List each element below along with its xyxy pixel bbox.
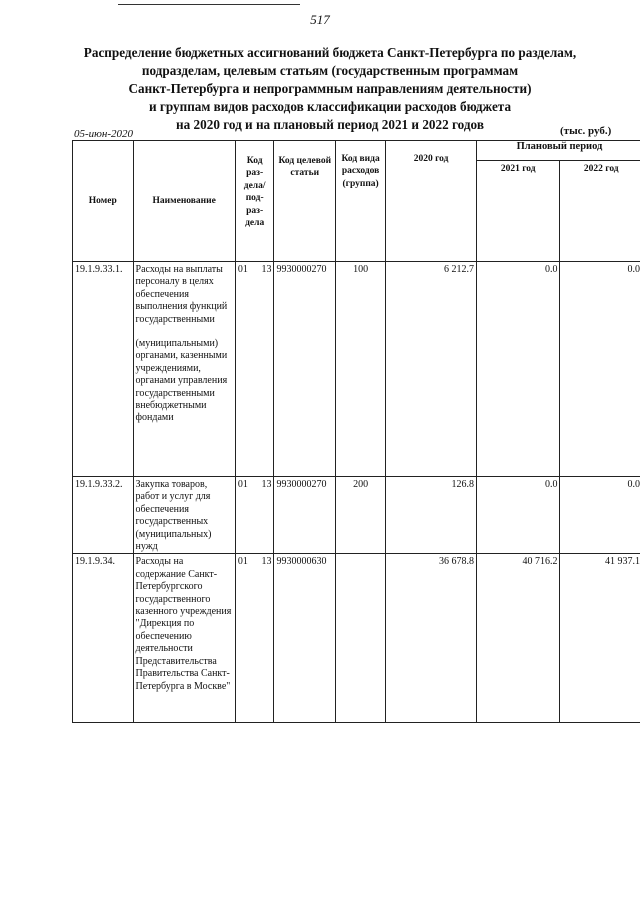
row-2022-value: 41 937.1 [560, 554, 640, 723]
title-line: и группам видов расходов классификации расходов бюджета [148, 99, 512, 114]
section-code: 01 [237, 479, 248, 490]
row-2022-value: 0.0 [560, 477, 640, 554]
subsection-code: 13 [261, 479, 272, 490]
section-code: 01 [237, 264, 248, 275]
row-name-part: (муниципальными) органами, казенными учреждениями, органами управления государственными внебюджетными фондами [135, 338, 228, 424]
header-2020: 2020 год [386, 141, 477, 262]
row-section-code [235, 262, 274, 477]
header-section-code: Код раз-дела/под-раз-дела [235, 141, 274, 262]
row-number: 19.1.9.34. [73, 554, 134, 723]
header-planned-period: Плановый период [476, 141, 640, 161]
row-2021-value: 0.0 [476, 477, 560, 554]
subsection-code: 13 [261, 264, 272, 275]
top-rule [118, 4, 300, 5]
row-number: 19.1.9.33.1. [73, 262, 134, 477]
row-number: 19.1.9.33.2. [73, 477, 134, 554]
row-section-code [235, 554, 274, 723]
row-2020-value: 126.8 [386, 477, 477, 554]
title-line: Распределение бюджетных ассигнований бюджета Санкт-Петербурга по разделам, [83, 45, 577, 60]
units-label: (тыс. руб.) [560, 125, 612, 137]
table-row [73, 477, 640, 554]
row-target-code: 9930000270 [274, 477, 336, 554]
document-title [60, 44, 600, 134]
row-name [133, 262, 235, 477]
budget-table [72, 140, 640, 723]
row-2020-value: 6 212.7 [386, 262, 477, 477]
row-name: Закупка товаров, работ и услуг для обеспечения государственных (муниципальных) нужд [133, 477, 235, 554]
row-name-part: Расходы на выплаты персоналу в целях обеспечения выполнения функций государственными [135, 264, 228, 325]
row-2020-value: 36 678.8 [386, 554, 477, 723]
header-2021: 2021 год [476, 161, 560, 262]
row-expense-code: 200 [336, 477, 386, 554]
row-name: Расходы на содержание Санкт-Петербургского государственного казенного учреждения "Дирекция по обеспечению деятельности Представительства Правительства Санкт-Петербурга в Москве" [133, 554, 235, 723]
header-target-code: Код целевой статьи [274, 141, 336, 262]
table-row [73, 262, 640, 477]
subsection-code: 13 [261, 556, 272, 568]
row-expense-code: 100 [336, 262, 386, 477]
header-number: Номер [73, 141, 134, 262]
row-2022-value: 0.0 [560, 262, 640, 477]
title-line: подразделам, целевым статьям (государственным программам [141, 63, 519, 78]
table-row [73, 554, 640, 723]
row-target-code: 9930000270 [274, 262, 336, 477]
row-section-code [235, 477, 274, 554]
document-date: 05-июн-2020 [74, 128, 134, 140]
page-number: 517 [310, 12, 330, 27]
row-target-code: 9930000630 [274, 554, 336, 723]
title-line: на 2020 год и на плановый период 2021 и 2022 годов [176, 117, 484, 132]
header-expense-code: Код вида расходов (группа) [336, 141, 386, 262]
header-2022: 2022 год [560, 161, 640, 262]
row-expense-code [336, 554, 386, 723]
header-name: Наименование [133, 141, 235, 262]
section-code: 01 [237, 556, 248, 568]
row-2021-value: 40 716.2 [476, 554, 560, 723]
row-2021-value: 0.0 [476, 262, 560, 477]
title-line: Санкт-Петербурга и непрограммным направлениям деятельности) [128, 81, 532, 96]
